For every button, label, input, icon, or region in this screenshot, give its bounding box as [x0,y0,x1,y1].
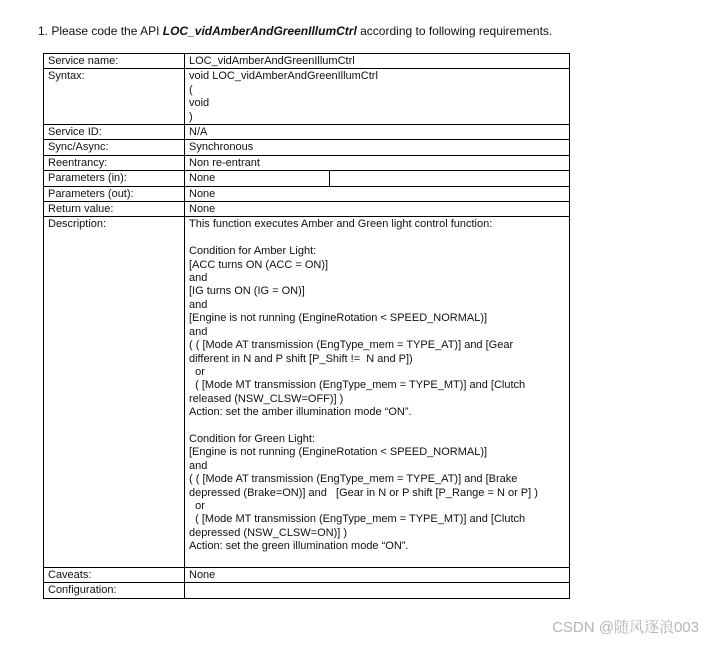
parameters-in-label: Parameters (in): [44,171,185,186]
heading-prefix: 1. Please code the API [38,24,163,38]
heading-suffix: according to following requirements. [356,24,553,38]
syntax-line: void LOC_vidAmberAndGreenIllumCtrl [189,70,378,83]
service-id-value: N/A [185,125,570,140]
return-value-value: None [185,202,570,217]
description-line: This function executes Amber and Green light control function: [189,218,493,231]
description-line [189,232,565,245]
row-service-name [44,54,570,69]
syntax-line: void [189,97,210,110]
description-line: depressed (NSW_CLSW=ON)] ) [189,526,348,539]
api-spec-table [43,53,570,599]
sync-async-value: Synchronous [185,140,570,155]
heading-api-name: LOC_vidAmberAndGreenIllumCtrl [162,24,357,38]
syntax-line: ( [189,83,193,96]
description-line: ( [Mode MT transmission (EngType_mem = TYPE_MT)] and [Clutch [189,379,526,392]
row-caveats [44,567,570,582]
description-line: ( [Mode MT transmission (EngType_mem = TYPE_MT)] and [Clutch [189,513,526,526]
csdn-watermark: CSDN @随风逐浪003 [552,619,699,636]
service-name-label: Service name: [44,54,185,69]
parameters-in-value: None [185,171,330,186]
reentrancy-value: Non re-entrant [185,155,570,170]
requirement-heading [38,24,552,38]
row-sync-async [44,140,570,155]
row-parameters-out [44,186,570,201]
description-line: or [189,499,205,512]
row-configuration [44,583,570,598]
description-line: released (NSW_CLSW=OFF)] ) [189,392,344,405]
caveats-value: None [185,567,570,582]
description-line: and [189,459,208,472]
syntax-line: ) [189,110,193,123]
service-name-value: LOC_vidAmberAndGreenIllumCtrl [185,54,570,69]
description-line: and [189,325,208,338]
description-line: [IG turns ON (IG = ON)] [189,285,305,298]
description-line: depressed (Brake=ON)] and [Gear in N or P shift [P_Range = N or P] ) [189,486,538,499]
parameters-out-value: None [185,186,570,201]
description-line: Action: set the amber illumination mode “ON”. [189,406,412,419]
configuration-label: Configuration: [44,583,185,598]
description-line: [Engine is not running (EngineRotation < SPEED_NORMAL)] [189,312,488,325]
row-return-value [44,202,570,217]
row-syntax [44,69,570,125]
description-line: Condition for Green Light: [189,432,315,445]
description-label: Description: [44,217,185,568]
row-description [44,217,570,568]
configuration-value [185,583,570,598]
return-value-label: Return value: [44,202,185,217]
description-line: Condition for Amber Light: [189,245,317,258]
description-line: and [189,298,208,311]
row-parameters-in [44,171,570,186]
description-line: [ACC turns ON (ACC = ON)] [189,258,329,271]
description-line: and [189,272,208,285]
parameters-out-label: Parameters (out): [44,186,185,201]
description-value [185,217,570,568]
description-line: [Engine is not running (EngineRotation < SPEED_NORMAL)] [189,446,488,459]
service-id-label: Service ID: [44,125,185,140]
parameters-in-extra [330,171,570,186]
sync-async-label: Sync/Async: [44,140,185,155]
syntax-value [185,69,570,125]
description-line [189,554,565,567]
description-line [189,420,565,433]
description-line: different in N and P shift [P_Shift != N and P]) [189,352,413,365]
description-line: ( ( [Mode AT transmission (EngType_mem = TYPE_AT)] and [Gear [189,339,514,352]
reentrancy-label: Reentrancy: [44,155,185,170]
description-line: or [189,365,205,378]
syntax-label: Syntax: [44,69,185,125]
row-service-id [44,125,570,140]
row-reentrancy [44,155,570,170]
description-line: ( ( [Mode AT transmission (EngType_mem = TYPE_AT)] and [Brake [189,473,518,486]
description-line: Action: set the green illumination mode “ON”. [189,540,409,553]
caveats-label: Caveats: [44,567,185,582]
